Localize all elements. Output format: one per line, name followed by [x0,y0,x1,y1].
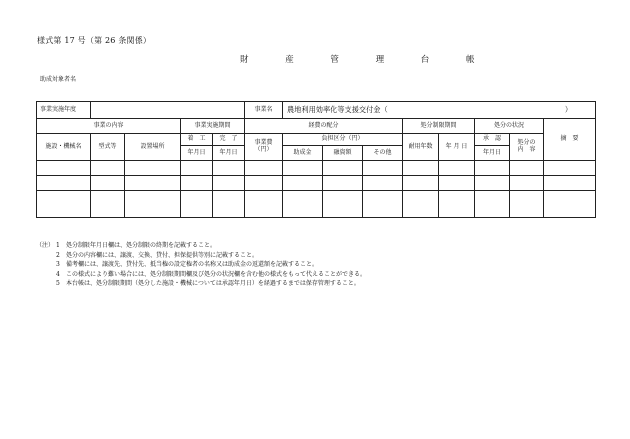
note-item [36,279,366,289]
col-subsidy: 助成金 [283,146,323,161]
col-start: 着 工 [181,134,213,146]
col-burden: 負担区分（円） [283,134,403,146]
note-number: 1 [56,242,60,249]
note-number: 3 [56,261,60,269]
table-row [37,161,596,176]
col-own-funds: 融資額 [323,146,363,161]
note-text: 本台帳は、処分制限期間（処分した施設・機械については承認年月日）を経過するまでは保存管理すること。 [66,280,360,288]
group-content: 事業の内容 [37,119,181,134]
form-number: 様式第 17 号（第 26 条関係） [37,36,152,45]
col-useful-life: 耐用年数 [403,134,439,161]
col-other: その他 [363,146,403,161]
note-number: 4 [56,270,60,278]
note-text: 備考欄には、譲渡先、貸付先、抵当権の設定権者の名称又は助成金の返還額を記載すること。 [66,261,319,269]
target-name-label: 助成対象者名 [40,76,77,83]
note-text: この様式により難い場合には、処分制限期間欄及び処分の状況欄を含む他の様式をもって代えることができる。 [66,270,367,278]
year-label: 事業実施年度 [37,102,91,119]
col-cost [245,134,283,161]
col-finish: 完 了 [213,134,245,146]
program-row [37,102,596,119]
note-item [36,251,366,261]
col-finish-date: 年月日 [213,146,245,161]
col-approval-date: 年月日 [475,146,510,161]
table-row [37,191,596,218]
note-text: 処分制限年月日欄は、処分制限の終期を記載すること。 [66,242,217,249]
group-disposal-status: 処分の状況 [475,119,544,134]
program-name: 農地利用効率化等支援交付金（ [287,105,388,115]
property-ledger-table [36,101,596,218]
notes-prefix: （注） [36,242,55,249]
note-item [36,270,366,280]
note-text: 処分の内容欄には、譲渡、交換、貸付、担保提供等別に記載すること。 [66,251,259,259]
col-disposal-content-line2: 内 容 [517,146,536,153]
note-item [36,241,366,251]
program-name-close: ） [564,105,573,115]
document-title: 財 産 管 理 台 帳 [240,55,492,65]
notes-section [36,241,366,289]
col-cost-line1: 事業費 [254,139,273,147]
col-cost-line2: （円） [254,146,273,153]
year-value-cell [91,102,245,119]
note-number: 5 [56,280,60,288]
group-period: 事業実施期間 [181,119,245,134]
note-item [36,260,366,270]
column-header-row-1 [37,134,596,146]
col-model: 型式等 [91,134,125,161]
program-name-cell [283,102,596,119]
col-start-date: 年月日 [181,146,213,161]
program-name-label: 事業名 [245,102,283,119]
note-number: 2 [56,251,60,259]
col-location: 設置場所 [125,134,181,161]
group-disposal-period: 処分制限期間 [403,119,475,134]
table-row [37,176,596,191]
col-disposal-content-line1: 処分の [517,139,536,147]
col-facility: 施設・機械名 [37,134,91,161]
col-disposal-date: 年 月 日 [439,134,475,161]
group-header-row [37,119,596,134]
col-disposal-content [510,134,544,161]
col-approval: 承 認 [475,134,510,146]
group-expense: 経費の配分 [245,119,403,134]
group-remarks: 摘 要 [544,119,596,161]
